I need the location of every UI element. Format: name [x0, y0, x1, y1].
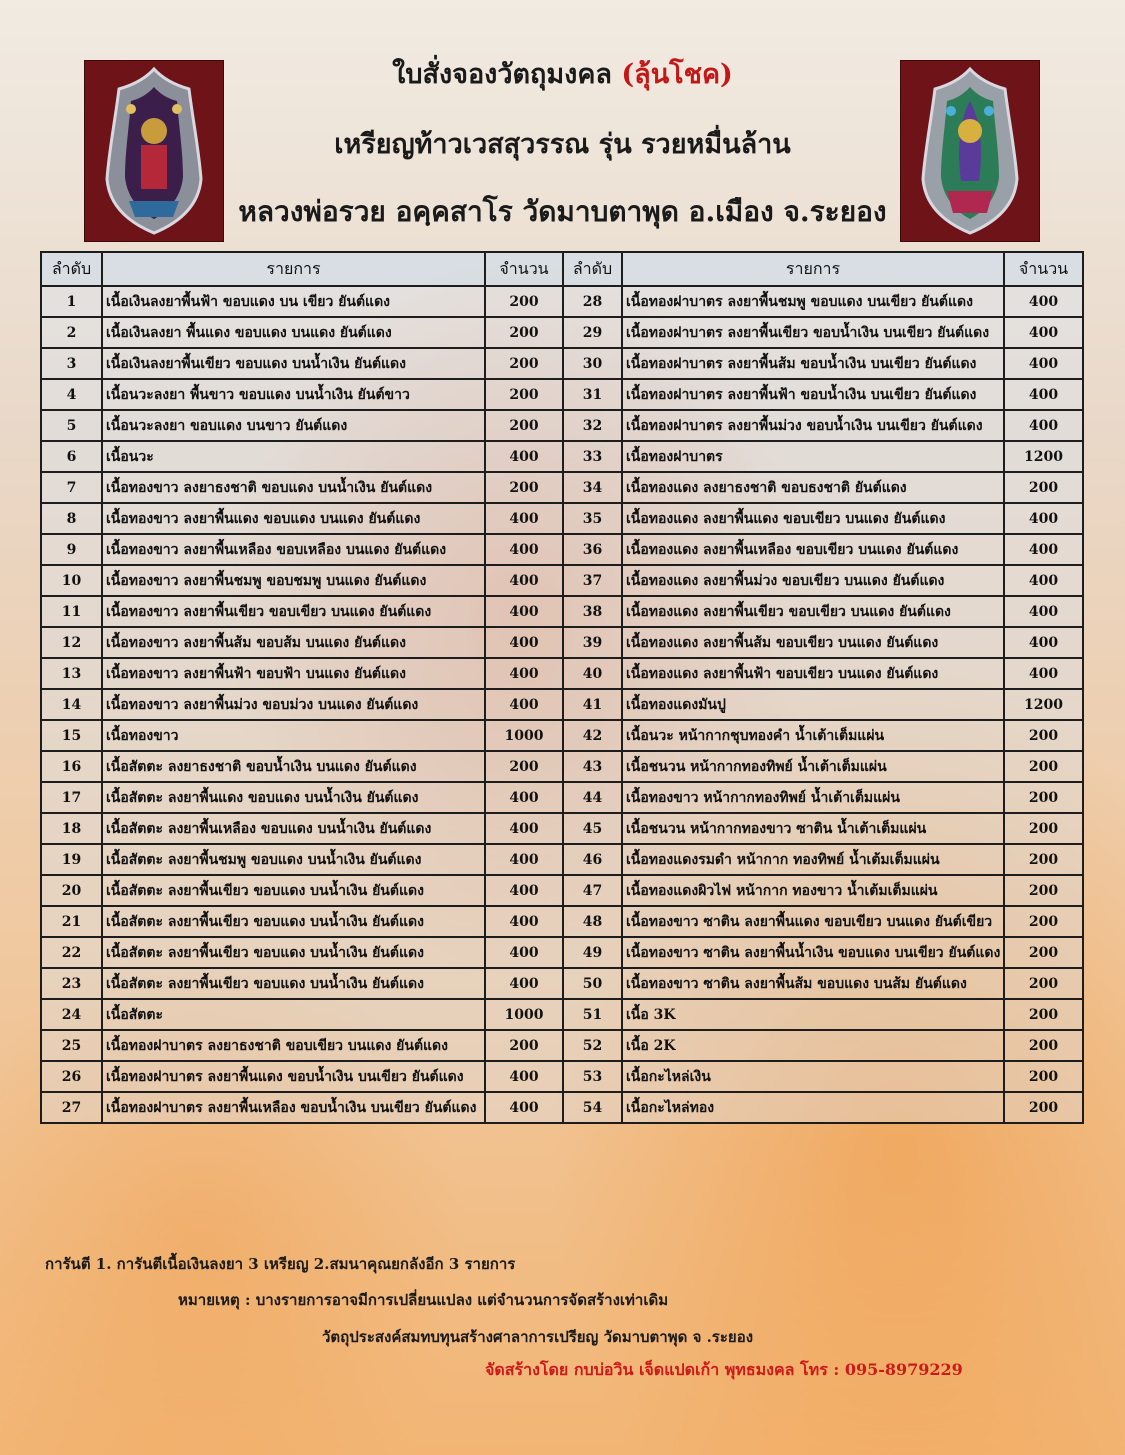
header: [0, 0, 1125, 250]
row-number: 53: [563, 1061, 622, 1092]
item-quantity: 200: [485, 348, 563, 379]
row-number: 25: [41, 1030, 102, 1061]
item-quantity: 400: [1004, 410, 1083, 441]
item-name: เนื้อทองฝาบาตร ลงยาพื้นฟ้า ขอบน้ำเงิน บนเขียว ยันต์แดง: [622, 379, 1004, 410]
table-row: [41, 348, 1083, 379]
row-number: 45: [563, 813, 622, 844]
item-name: เนื้อทองขาว: [102, 720, 485, 751]
item-name: เนื้อสัตตะ ลงยาพื้นแดง ขอบแดง บนน้ำเงิน ยันต์แดง: [102, 782, 485, 813]
row-number: 13: [41, 658, 102, 689]
table-row: [41, 627, 1083, 658]
item-name: เนื้อทองขาว ลงยาพื้นม่วง ขอบม่วง บนแดง ยันต์แดง: [102, 689, 485, 720]
item-name: เนื้อกะไหล่ทอง: [622, 1092, 1004, 1123]
table-row: [41, 1030, 1083, 1061]
item-name: เนื้อทองแดง ลงยาพื้นฟ้า ขอบเขียว บนแดง ยันต์แดง: [622, 658, 1004, 689]
item-name: เนื้อทองขาว หน้ากากทองทิพย์ น้ำเต้าเต็มแผ่น: [622, 782, 1004, 813]
table-row: [41, 720, 1083, 751]
item-quantity: 200: [485, 379, 563, 410]
row-number: 3: [41, 348, 102, 379]
item-quantity: 400: [1004, 565, 1083, 596]
item-name: เนื้อนวะลงยา พื้นขาว ขอบแดง บนน้ำเงิน ยันต์ขาว: [102, 379, 485, 410]
item-name: เนื้อเงินลงยาพื้นฟ้า ขอบแดง บน เขียว ยันต์แดง: [102, 286, 485, 317]
item-name: เนื้อทองฝาบาตร ลงยาพื้นม่วง ขอบน้ำเงิน บนเขียว ยันต์แดง: [622, 410, 1004, 441]
item-name: เนื้อทองขาว ซาติน ลงยาพื้นน้ำเงิน ขอบแดง บนเขียว ยันต์แดง: [622, 937, 1004, 968]
row-number: 33: [563, 441, 622, 472]
item-name: เนื้อสัตตะ ลงยาธงชาติ ขอบน้ำเงิน บนแดง ยันต์แดง: [102, 751, 485, 782]
item-quantity: 400: [485, 534, 563, 565]
table-row: [41, 1061, 1083, 1092]
contact-text: จัดสร้างโดย กบบ่อวิน เจ็ดแปดเก้า พุทธมงคล โทร : 095-8979229: [485, 1360, 963, 1379]
item-quantity: 400: [1004, 348, 1083, 379]
row-number: 19: [41, 844, 102, 875]
item-name: เนื้อทองขาว ลงยาพื้นชมพู ขอบชมพู บนแดง ยันต์แดง: [102, 565, 485, 596]
table-row: [41, 317, 1083, 348]
item-name: เนื้อ 3K: [622, 999, 1004, 1030]
row-number: 8: [41, 503, 102, 534]
table-row: [41, 596, 1083, 627]
row-number: 44: [563, 782, 622, 813]
item-quantity: 200: [1004, 906, 1083, 937]
row-number: 9: [41, 534, 102, 565]
item-name: เนื้อทองฝาบาตร ลงยาพื้นส้ม ขอบน้ำเงิน บนเขียว ยันต์แดง: [622, 348, 1004, 379]
item-quantity: 400: [485, 937, 563, 968]
row-number: 47: [563, 875, 622, 906]
table-row: [41, 999, 1083, 1030]
row-number: 42: [563, 720, 622, 751]
row-number: 50: [563, 968, 622, 999]
row-number: 17: [41, 782, 102, 813]
guarantee-text: การันตี 1. การันตีเนื้อเงินลงยา 3 เหรียญ 2.สมนาคุณยกลังอีก 3 รายการ: [45, 1255, 516, 1273]
item-name: เนื้อสัตตะ ลงยาพื้นเขียว ขอบแดง บนน้ำเงิน ยันต์แดง: [102, 875, 485, 906]
row-number: 6: [41, 441, 102, 472]
row-number: 35: [563, 503, 622, 534]
row-number: 22: [41, 937, 102, 968]
page-title: [0, 52, 1125, 95]
subtitle: เหรียญท้าวเวสสุวรรณ รุ่น รวยหมื่นล้าน: [334, 129, 791, 160]
item-quantity: 400: [485, 1092, 563, 1123]
item-quantity: 400: [485, 906, 563, 937]
item-name: เนื้อทองแดง ลงยาพื้นเหลือง ขอบเขียว บนแดง ยันต์แดง: [622, 534, 1004, 565]
item-name: เนื้อทองแดง ลงยาพื้นเขียว ขอบเขียว บนแดง ยันต์แดง: [622, 596, 1004, 627]
item-quantity: 200: [485, 410, 563, 441]
row-number: 12: [41, 627, 102, 658]
col-header-item: รายการ: [622, 252, 1004, 286]
item-quantity: 1000: [485, 720, 563, 751]
table-row: [41, 658, 1083, 689]
item-quantity: 400: [1004, 627, 1083, 658]
table-row: [41, 441, 1083, 472]
item-quantity: 1000: [485, 999, 563, 1030]
item-quantity: 400: [485, 782, 563, 813]
row-number: 49: [563, 937, 622, 968]
item-name: เนื้อทองฝาบาตร ลงยาพื้นชมพู ขอบแดง บนเขียว ยันต์แดง: [622, 286, 1004, 317]
table-row: [41, 782, 1083, 813]
row-number: 24: [41, 999, 102, 1030]
title-main: ใบสั่งจองวัตถุมงคล: [392, 59, 612, 90]
item-quantity: 200: [485, 317, 563, 348]
item-name: เนื้อทองขาว ซาติน ลงยาพื้นส้ม ขอบแดง บนส้ม ยันต์แดง: [622, 968, 1004, 999]
item-quantity: 1200: [1004, 441, 1083, 472]
item-quantity: 200: [485, 1030, 563, 1061]
row-number: 31: [563, 379, 622, 410]
item-quantity: 200: [485, 751, 563, 782]
item-name: เนื้อทองแดง ลงยาพื้นม่วง ขอบเขียว บนแดง ยันต์แดง: [622, 565, 1004, 596]
table-header-row: [41, 252, 1083, 286]
row-number: 10: [41, 565, 102, 596]
item-name: เนื้อทองขาว ลงยาพื้นเหลือง ขอบเหลือง บนแดง ยันต์แดง: [102, 534, 485, 565]
item-name: เนื้อทองฝาบาตร ลงยาพื้นเหลือง ขอบน้ำเงิน บนเขียว ยันต์แดง: [102, 1092, 485, 1123]
row-number: 37: [563, 565, 622, 596]
row-number: 11: [41, 596, 102, 627]
row-number: 36: [563, 534, 622, 565]
item-name: เนื้อสัตตะ ลงยาพื้นชมพู ขอบแดง บนน้ำเงิน ยันต์แดง: [102, 844, 485, 875]
item-name: เนื้อเงินลงยาพื้นเขียว ขอบแดง บนน้ำเงิน ยันต์แดง: [102, 348, 485, 379]
item-quantity: 200: [485, 472, 563, 503]
col-header-item: รายการ: [102, 252, 485, 286]
row-number: 48: [563, 906, 622, 937]
row-number: 23: [41, 968, 102, 999]
item-quantity: 200: [1004, 720, 1083, 751]
row-number: 29: [563, 317, 622, 348]
row-number: 32: [563, 410, 622, 441]
row-number: 7: [41, 472, 102, 503]
item-quantity: 400: [485, 627, 563, 658]
item-name: เนื้อทองขาว ลงยาพื้นส้ม ขอบส้ม บนแดง ยันต์แดง: [102, 627, 485, 658]
row-number: 16: [41, 751, 102, 782]
table-row: [41, 689, 1083, 720]
table-row: [41, 968, 1083, 999]
table-row: [41, 844, 1083, 875]
item-name: เนื้อทองขาว ลงยาพื้นฟ้า ขอบฟ้า บนแดง ยันต์แดง: [102, 658, 485, 689]
table-row: [41, 937, 1083, 968]
row-number: 54: [563, 1092, 622, 1123]
item-quantity: 400: [485, 689, 563, 720]
item-name: เนื้อทองแดง ลงยาพื้นส้ม ขอบเขียว บนแดง ยันต์แดง: [622, 627, 1004, 658]
item-name: เนื้อนวะ หน้ากากชุบทองคำ น้ำเต้าเต็มแผ่น: [622, 720, 1004, 751]
item-name: เนื้อสัตตะ ลงยาพื้นเขียว ขอบแดง บนน้ำเงิน ยันต์แดง: [102, 906, 485, 937]
item-quantity: 200: [1004, 751, 1083, 782]
item-quantity: 400: [485, 968, 563, 999]
title-highlight: (ลุ้นโชค): [621, 59, 733, 90]
row-number: 4: [41, 379, 102, 410]
purpose-text: วัตถุประสงค์สมทบทุนสร้างศาลาการเปรียญ วัดมาบตาพุด จ .ระยอง: [322, 1328, 754, 1346]
item-quantity: 400: [1004, 658, 1083, 689]
table-row: [41, 751, 1083, 782]
item-quantity: 200: [1004, 472, 1083, 503]
item-name: เนื้อทองขาว ลงยาธงชาติ ขอบแดง บนน้ำเงิน ยันต์แดง: [102, 472, 485, 503]
row-number: 43: [563, 751, 622, 782]
row-number: 27: [41, 1092, 102, 1123]
item-quantity: 400: [1004, 596, 1083, 627]
item-quantity: 200: [1004, 813, 1083, 844]
row-number: 40: [563, 658, 622, 689]
item-quantity: 400: [485, 596, 563, 627]
row-number: 39: [563, 627, 622, 658]
item-quantity: 200: [1004, 999, 1083, 1030]
table-row: [41, 875, 1083, 906]
table-row: [41, 565, 1083, 596]
item-name: เนื้อเงินลงยา พื้นแดง ขอบแดง บนแดง ยันต์แดง: [102, 317, 485, 348]
item-quantity: 400: [485, 503, 563, 534]
item-name: เนื้อทองแดงผิวไฟ หน้ากาก ทองขาว น้ำเต้มเต็มแผ่น: [622, 875, 1004, 906]
item-quantity: 200: [1004, 875, 1083, 906]
item-quantity: 1200: [1004, 689, 1083, 720]
item-quantity: 200: [1004, 1092, 1083, 1123]
item-quantity: 400: [1004, 317, 1083, 348]
row-number: 2: [41, 317, 102, 348]
item-quantity: 400: [485, 1061, 563, 1092]
row-number: 20: [41, 875, 102, 906]
row-number: 28: [563, 286, 622, 317]
table-row: [41, 503, 1083, 534]
col-header-qty: จำนวน: [1004, 252, 1083, 286]
table-row: [41, 472, 1083, 503]
item-name: เนื้อสัตตะ: [102, 999, 485, 1030]
item-name: เนื้อทองฝาบาตร ลงยาธงชาติ ขอบเขียว บนแดง ยันต์แดง: [102, 1030, 485, 1061]
row-number: 21: [41, 906, 102, 937]
item-quantity: 200: [1004, 844, 1083, 875]
item-name: เนื้อทองแดง ลงยาพื้นแดง ขอบเขียว บนแดง ยันต์แดง: [622, 503, 1004, 534]
item-quantity: 400: [1004, 534, 1083, 565]
row-number: 34: [563, 472, 622, 503]
row-number: 5: [41, 410, 102, 441]
item-quantity: 200: [1004, 1061, 1083, 1092]
item-name: เนื้อทองแดงมันปู: [622, 689, 1004, 720]
monk-line: หลวงพ่อรวย อคฺคสาโร วัดมาบตาพุด อ.เมือง จ.ระยอง: [238, 195, 887, 228]
table-row: [41, 379, 1083, 410]
item-quantity: 400: [1004, 379, 1083, 410]
item-name: เนื้อทองฝาบาตร ลงยาพื้นเขียว ขอบน้ำเงิน บนเขียว ยันต์แดง: [622, 317, 1004, 348]
table-row: [41, 286, 1083, 317]
row-number: 14: [41, 689, 102, 720]
row-number: 46: [563, 844, 622, 875]
item-name: เนื้อทองแดง ลงยาธงชาติ ขอบธงชาติ ยันต์แดง: [622, 472, 1004, 503]
row-number: 18: [41, 813, 102, 844]
item-quantity: 200: [485, 286, 563, 317]
col-header-no: ลำดับ: [563, 252, 622, 286]
item-name: เนื้อทองฝาบาตร ลงยาพื้นแดง ขอบน้ำเงิน บนเขียว ยันต์แดง: [102, 1061, 485, 1092]
item-name: เนื้อทองขาว ซาติน ลงยาพื้นแดง ขอบเขียว บนแดง ยันต์เขียว: [622, 906, 1004, 937]
row-number: 26: [41, 1061, 102, 1092]
item-quantity: 200: [1004, 937, 1083, 968]
table-body: [41, 286, 1083, 1123]
item-quantity: 400: [485, 565, 563, 596]
item-quantity: 200: [1004, 782, 1083, 813]
item-name: เนื้อนวะ: [102, 441, 485, 472]
row-number: 15: [41, 720, 102, 751]
item-name: เนื้อชนวน หน้ากากทองทิพย์ น้ำเต้าเต็มแผ่น: [622, 751, 1004, 782]
table-row: [41, 906, 1083, 937]
col-header-qty: จำนวน: [485, 252, 563, 286]
row-number: 1: [41, 286, 102, 317]
item-name: เนื้อชนวน หน้ากากทองขาว ซาติน น้ำเต้าเต็มแผ่น: [622, 813, 1004, 844]
row-number: 30: [563, 348, 622, 379]
table-row: [41, 534, 1083, 565]
item-name: เนื้อทองฝาบาตร: [622, 441, 1004, 472]
item-name: เนื้อนวะลงยา ขอบแดง บนขาว ยันต์แดง: [102, 410, 485, 441]
item-quantity: 400: [485, 875, 563, 906]
item-quantity: 400: [485, 844, 563, 875]
table-row: [41, 813, 1083, 844]
item-name: เนื้อทองแดงรมดำ หน้ากาก ทองทิพย์ น้ำเต้มเต็มแผ่น: [622, 844, 1004, 875]
note-text: หมายเหตุ : บางรายการอาจมีการเปลี่ยนแปลง แต่จำนวนการจัดสร้างเท่าเดิม: [178, 1291, 669, 1309]
col-header-no: ลำดับ: [41, 252, 102, 286]
item-quantity: 400: [1004, 503, 1083, 534]
item-quantity: 400: [485, 441, 563, 472]
order-table: [40, 251, 1084, 1124]
item-name: เนื้อสัตตะ ลงยาพื้นเขียว ขอบแดง บนน้ำเงิน ยันต์แดง: [102, 937, 485, 968]
item-name: เนื้อสัตตะ ลงยาพื้นเขียว ขอบแดง บนน้ำเงิน ยันต์แดง: [102, 968, 485, 999]
item-quantity: 200: [1004, 968, 1083, 999]
item-quantity: 200: [1004, 1030, 1083, 1061]
row-number: 52: [563, 1030, 622, 1061]
row-number: 41: [563, 689, 622, 720]
item-quantity: 400: [1004, 286, 1083, 317]
item-quantity: 400: [485, 658, 563, 689]
item-name: เนื้อสัตตะ ลงยาพื้นเหลือง ขอบแดง บนน้ำเงิน ยันต์แดง: [102, 813, 485, 844]
item-name: เนื้อกะไหล่เงิน: [622, 1061, 1004, 1092]
table-row: [41, 1092, 1083, 1123]
row-number: 38: [563, 596, 622, 627]
item-name: เนื้อทองขาว ลงยาพื้นแดง ขอบแดง บนแดง ยันต์แดง: [102, 503, 485, 534]
item-name: เนื้อ 2K: [622, 1030, 1004, 1061]
table-row: [41, 410, 1083, 441]
item-quantity: 400: [485, 813, 563, 844]
item-name: เนื้อทองขาว ลงยาพื้นเขียว ขอบเขียว บนแดง ยันต์แดง: [102, 596, 485, 627]
row-number: 51: [563, 999, 622, 1030]
